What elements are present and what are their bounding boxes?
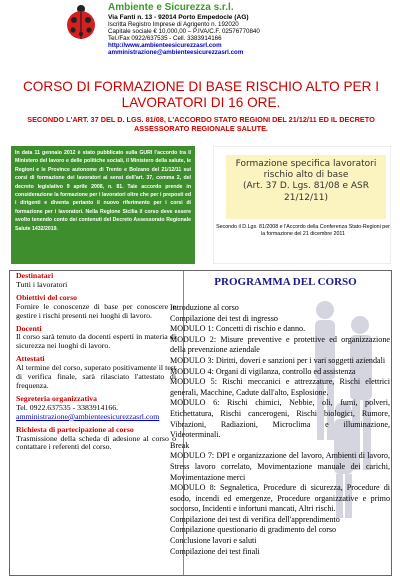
info-block-objectives <box>16 294 176 321</box>
program-item: MODULO 6: Rischi chimici, Nebbie, oli, fumi, polveri, Etichettatura, Rischi cancerogeni, Rischi biologici, Rumore, Vibrazioni, Radiazioni, Microclima e illuminazione, Videoterminali. <box>170 398 390 440</box>
spec-box <box>226 155 386 219</box>
info-heading: Destinatari <box>16 271 54 280</box>
spec-line: 21/12/11) <box>284 192 328 203</box>
info-heading: Obiettivi del corso <box>16 292 78 302</box>
course-title-line: LAVORATORI DI 16 ORE. <box>121 95 281 110</box>
program-item: Compilazione dei test di verifica dell'apprendimento <box>170 514 340 524</box>
ladybug-logo-icon <box>64 3 98 41</box>
company-line: Capitale sociale € 10.000,00 – P.IVA/C.F. 02576770840 <box>108 28 260 36</box>
program-item: Break <box>170 440 190 450</box>
info-heading: Attestati <box>16 354 45 364</box>
company-email-link[interactable]: amministrazione@ambienteesicurezzasrl.com <box>108 49 244 57</box>
program-list <box>170 303 390 557</box>
spec-line: (Art. 37 D. Lgs. 81/08 e ASR <box>242 181 370 192</box>
program-item: MODULO 5: Rischi meccanici e attrezzature, Rischi elettrici generali, Macchine, Cadute dall'alto, Esplosione. <box>170 377 390 397</box>
program-item: MODULO 8: Segnaletica, Procedure di sicurezza, Procedure di esodo, incendi ed emergenze, Procedure organizzative e primo soccorso, Incidenti e infortuni mancati, Altri rischi. <box>170 483 390 514</box>
course-info-column <box>16 272 176 456</box>
program-item: MODULO 2: Misure preventive e protettive ed organizzazione della prevenzione aziendale <box>170 334 390 355</box>
program-item: Compilazione dei test di ingresso <box>170 313 278 323</box>
info-heading: Richiesta di partecipazione al corso <box>16 424 134 434</box>
info-block-recipients <box>16 272 176 290</box>
course-title-line: CORSO DI FORMAZIONE DI BASE RISCHIO ALTO PER I <box>22 79 379 94</box>
info-text: Tutti i lavoratori <box>16 279 68 289</box>
info-text: Fornire le conoscenze di base per conoscere e gestire i rischi presenti nei luoghi di lavoro. <box>16 301 176 320</box>
info-block-secretariat <box>16 395 176 422</box>
spec-line: Formazione specifica lavoratori <box>235 159 377 169</box>
program-item: Compilazione questionario di gradimento del corso <box>170 525 337 535</box>
program-item: Introduzione al corso <box>170 303 239 312</box>
info-text: Al termine del corso, superato positivamente il test di verifica finale, sarà rilasciato l'attestato di frequenza. <box>16 363 176 390</box>
program-item: MODULO 3: Diritti, doveri e sanzioni per i vari soggetti aziendali <box>170 355 386 365</box>
program-item: Conclusione lavori e saluti <box>170 536 257 546</box>
spec-line: rischio alto di base <box>263 170 349 181</box>
spec-note: Secondo il D.Lgs. 81/2008 e l'Accordo della Conferenza Stato-Regioni per la formazione del 21 dicembre 2011 <box>216 224 390 237</box>
course-subtitle: SECONDO L'ART. 37 DEL D. LGS. 81/08, L'ACCORDO STATO REGIONI DEL 21/12/11 ED IL DECRETO ASSESSORATO REGIONALE SALUTE. <box>27 115 375 133</box>
company-line: Tel./Fax 0922/637535 - Cell. 3383914166 <box>108 35 222 43</box>
info-heading: Segreteria organizzativa <box>16 393 98 403</box>
company-header <box>108 2 308 57</box>
program-item: MODULO 1: Concetti di rischio e danno. <box>170 324 306 334</box>
program-item: MODULO 4: Organi di vigilanza, controllo ed assistenza <box>170 366 356 376</box>
info-heading: Docenti <box>16 323 42 333</box>
company-website-link[interactable]: http://www.ambienteesicurezzasrl.com <box>108 42 222 50</box>
info-block-certificates <box>16 355 176 391</box>
info-text: Tel. 0922.637535 - 3383914166. <box>16 402 119 412</box>
program-title: PROGRAMMA DEL CORSO <box>214 276 357 288</box>
company-line: Iscritta Registro Imprese di Agrigento n. 192020 <box>108 21 239 29</box>
info-text: Trasmissione della scheda di adesione al corso o contattare i referenti del corso. <box>16 433 176 452</box>
company-name: Ambiente e Sicurezza s.r.l. <box>108 2 234 13</box>
info-text: Il corso sarà tenuto da docenti esperti in materia di sicurezza nei luoghi di lavoro. <box>16 332 176 351</box>
intro-text-box: In data 11 gennaio 2012 è stato pubblicato sulla GURI l'accordo tra il Ministero del lavoro e delle politiche sociali, il Ministero della salute, le Regioni e le Province autonome di Trento e Bolzano del 21/12/11 sui corsi di formazione dei lavoratori ai sensi dell'art. 37, comma 2, del decreto legislativo 9 aprile 2008, n. 81. Tale accordo prende in considerazione la formazione per i lavoratori oltre che per i preposti ed i dirigenti e diventa pertanto il nuovo riferimento per i corsi di formazione per i lavoratori. Nella Regione Sicilia il corso deve essere svolto tenendo conto dei contenuti del Decreto Assessorato Regionale Salute 1432/2019. <box>11 146 195 264</box>
company-address: Via Fanti n. 13 - 92014 Porto Empedocle (AG) <box>108 14 249 21</box>
course-title <box>10 79 392 111</box>
program-item: MODULO 7: DPI e organizzazione del lavoro, Ambienti di lavoro, Stress lavoro correlato, Movimentazione manuale dei carichi, Movimentazione merci <box>170 451 390 482</box>
info-block-teachers <box>16 325 176 352</box>
secretariat-email-link[interactable]: amministrazione@ambienteesicurezzasrl.com <box>16 411 160 421</box>
program-item: Compilazione dei test finali <box>170 546 260 556</box>
info-block-registration <box>16 426 176 453</box>
course-title-block <box>10 79 392 133</box>
